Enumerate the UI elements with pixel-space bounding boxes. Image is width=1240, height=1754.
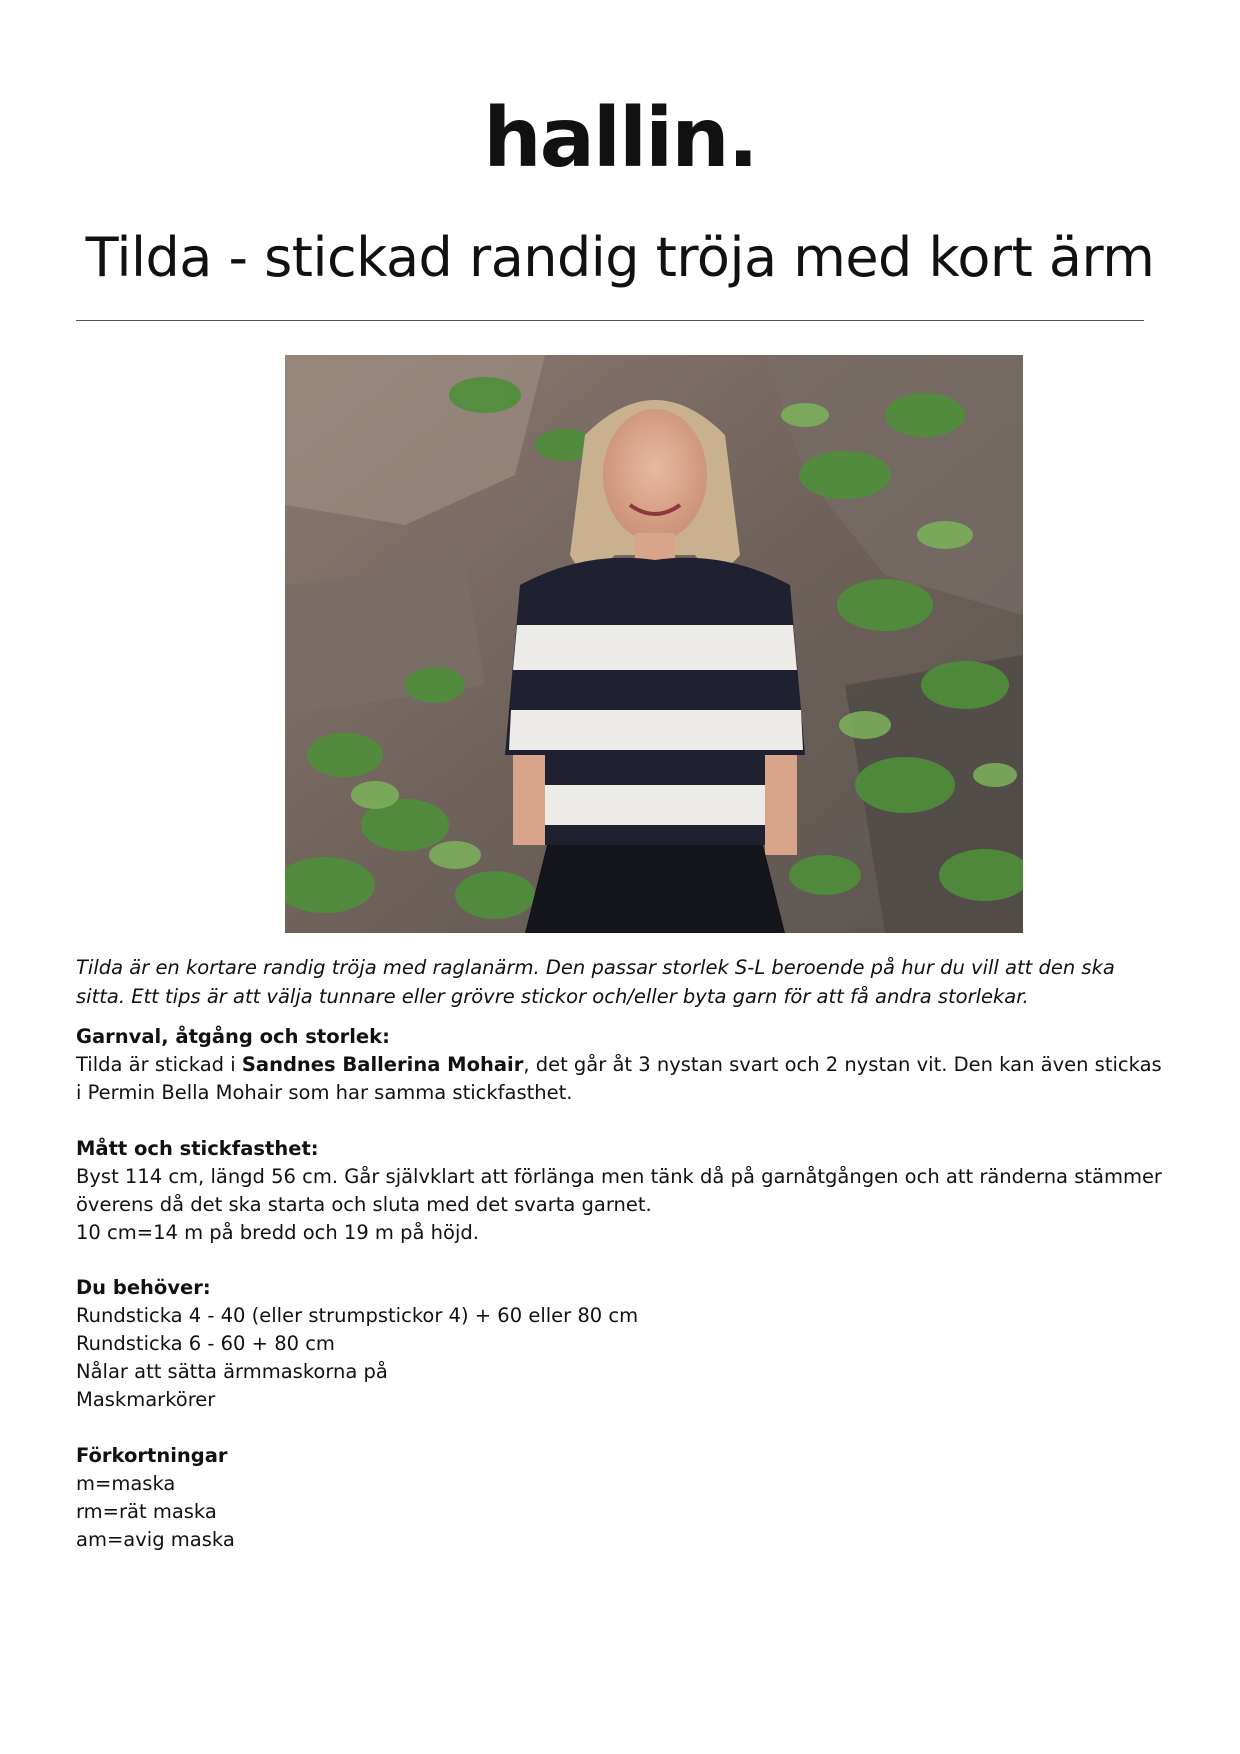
list-item: Maskmarkörer	[76, 1388, 216, 1411]
brand-logo: hallin.	[483, 91, 757, 186]
abbr-section	[76, 1442, 1171, 1554]
measure-line: 10 cm=14 m på bredd och 19 m på höjd.	[76, 1221, 479, 1244]
measure-line: Byst 114 cm, längd 56 cm. Går självklart att förlänga men tänk då på garnåtgången och att ränderna stämmer överens då det ska starta och sluta med det svarta garnet.	[76, 1165, 1162, 1216]
needs-section	[76, 1274, 1171, 1414]
list-item: Rundsticka 6 - 60 + 80 cm	[76, 1332, 335, 1355]
list-item: Rundsticka 4 - 40 (eller strumpstickor 4) + 60 eller 80 cm	[76, 1304, 639, 1327]
list-item: rm=rät maska	[76, 1500, 217, 1523]
yarn-heading: Garnval, åtgång och storlek:	[76, 1025, 390, 1048]
list-item: m=maska	[76, 1472, 176, 1495]
yarn-text-before: Tilda är stickad i	[76, 1053, 242, 1076]
intro-text: Tilda är en kortare randig tröja med raglanärm. Den passar storlek S-L beroende på hur du vill att den ska sitta. Ett tips är att välja tunnare eller grövre stickor och/eller byta garn för att få andra storlekar.	[76, 956, 1115, 1008]
measure-section	[76, 1135, 1171, 1247]
yarn-text	[76, 1051, 1171, 1107]
page-title: Tilda - stickad randig tröja med kort ärm	[85, 226, 1155, 289]
product-photo	[285, 355, 1023, 933]
measure-heading: Mått och stickfasthet:	[76, 1137, 319, 1160]
needs-heading: Du behöver:	[76, 1276, 211, 1299]
list-item: am=avig maska	[76, 1528, 235, 1551]
yarn-name: Sandnes Ballerina Mohair	[241, 1053, 524, 1076]
abbr-heading: Förkortningar	[76, 1444, 228, 1467]
list-item: Nålar att sätta ärmmaskorna på	[76, 1360, 388, 1383]
title-divider	[76, 320, 1144, 321]
yarn-section	[76, 1023, 1171, 1107]
yarn-text-after: , det går åt 3 nystan svart och 2 nystan vit. Den kan även stickas i Permin Bella Mohair som har samma stickfasthet.	[76, 1053, 1162, 1104]
